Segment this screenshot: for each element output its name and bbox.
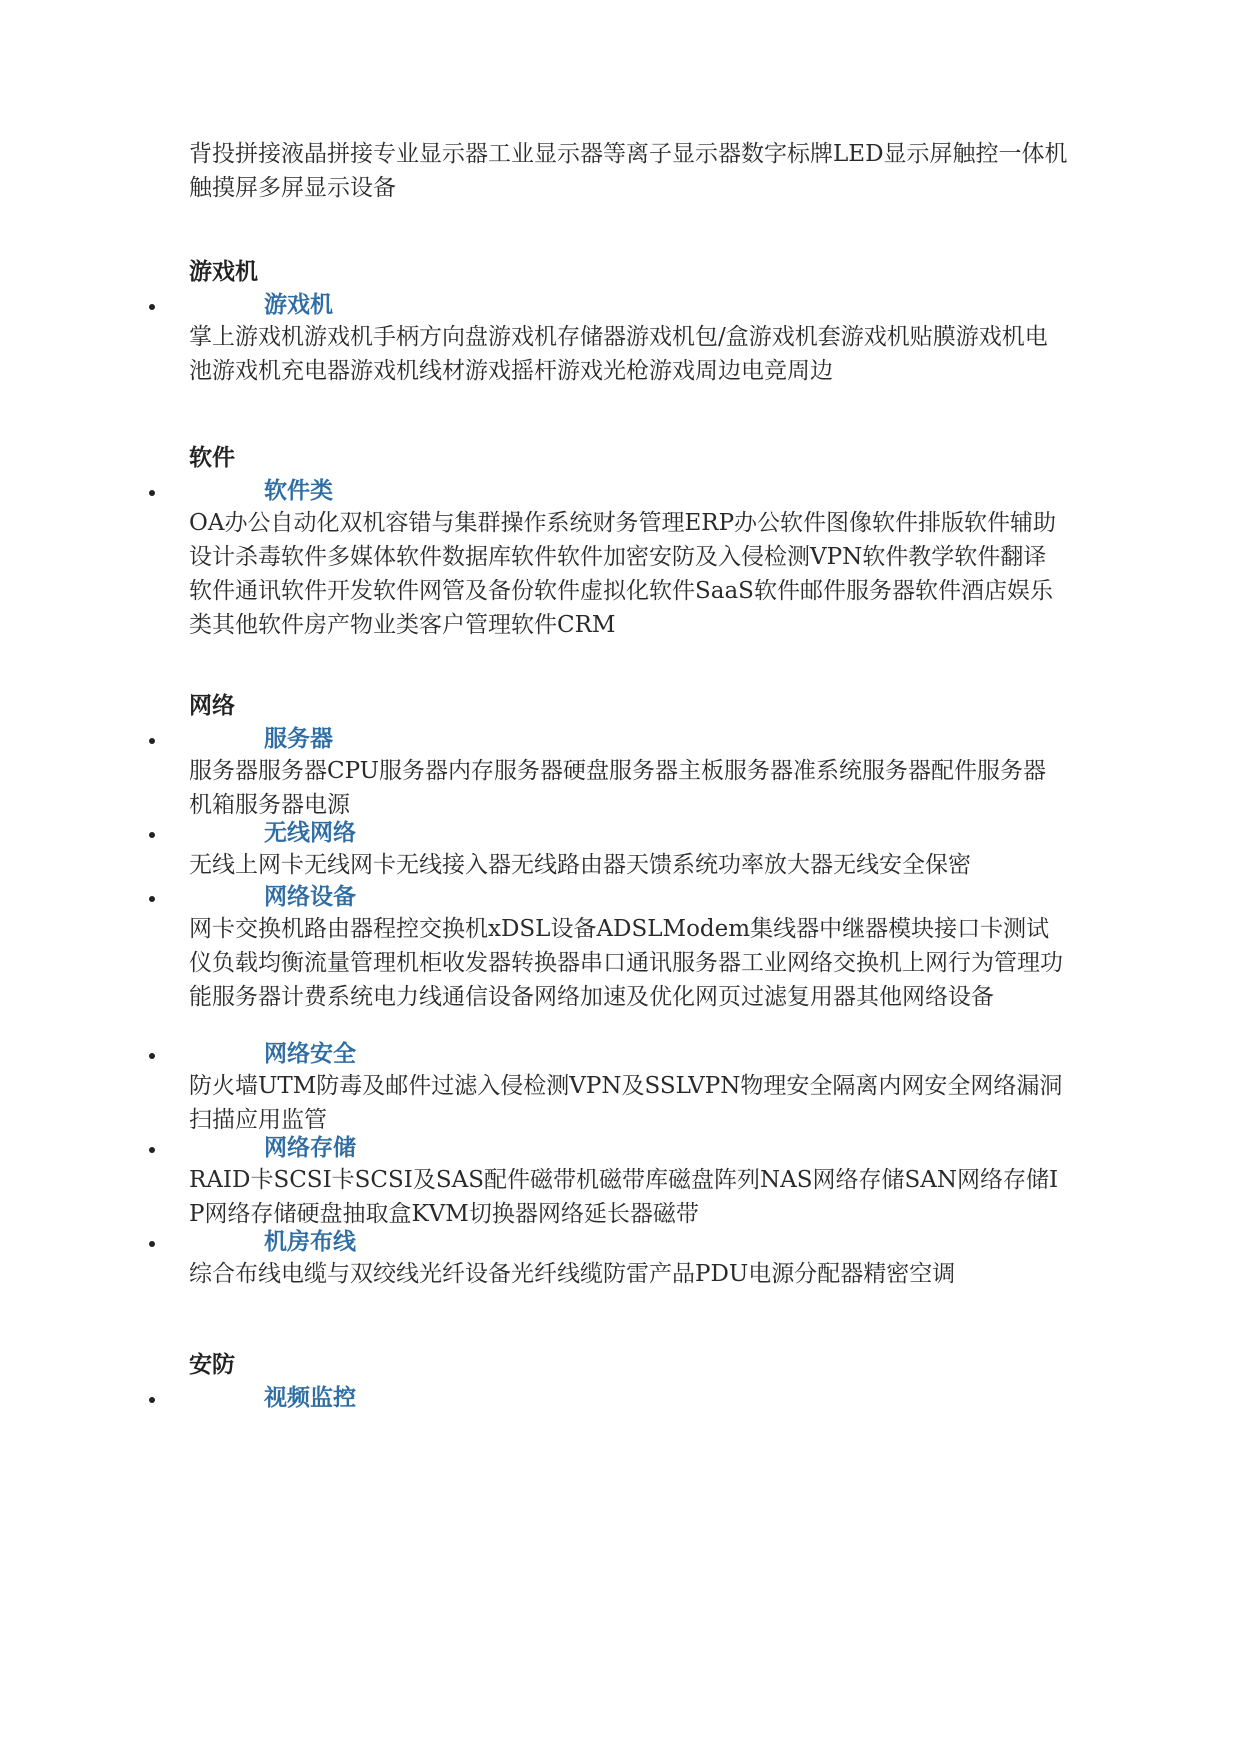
subheading-games[interactable]: 游戏机 [264, 291, 333, 318]
bullet-icon [149, 304, 159, 314]
subheading-network-security[interactable]: 网络安全 [264, 1040, 356, 1067]
network-devices-paragraph: 网卡交换机路由器程控交换机xDSL设备ADSLModem集线器中继器模块接口卡测试仪负载均衡流量管理机柜收发器转换器串口通讯服务器工业网络交换机上网行为管理功能服务器计费系统电力线通信设备网络加速及优化网页过滤复用器其他网络设备 [189, 916, 1063, 1010]
servers-paragraph: 服务器服务器CPU服务器内存服务器硬盘服务器主板服务器准系统服务器配件服务器机箱服务器电源 [189, 758, 1047, 818]
subheading-cabling[interactable]: 机房布线 [264, 1228, 356, 1255]
wireless-paragraph: 无线上网卡无线网卡无线接入器无线路由器天馈系统功率放大器无线安全保密 [189, 852, 971, 878]
subheading-software[interactable]: 软件类 [264, 477, 333, 504]
subheading-network-storage[interactable]: 网络存储 [264, 1134, 356, 1161]
subheading-servers[interactable]: 服务器 [264, 725, 333, 752]
bullet-icon [149, 1397, 159, 1407]
cabling-paragraph: 综合布线电缆与双绞线光纤设备光纤线缆防雷产品PDU电源分配器精密空调 [189, 1261, 956, 1287]
intro-paragraph: 背投拼接液晶拼接专业显示器工业显示器等离子显示器数字标牌LED显示屏触控一体机触摸屏多屏显示设备 [189, 141, 1068, 201]
bullet-icon [149, 896, 159, 906]
section-title-network: 网络 [189, 692, 235, 719]
section-title-games: 游戏机 [189, 258, 258, 285]
bullet-icon [149, 490, 159, 500]
subheading-wireless[interactable]: 无线网络 [264, 819, 356, 846]
network-security-paragraph: 防火墙UTM防毒及邮件过滤入侵检测VPN及SSLVPN物理安全隔离内网安全网络漏洞扫描应用监管 [189, 1073, 1063, 1133]
network-storage-paragraph: RAID卡SCSI卡SCSI及SAS配件磁带机磁带库磁盘阵列NAS网络存储SAN网络存储IP网络存储硬盘抽取盒KVM切换器网络延长器磁带 [189, 1167, 1059, 1227]
section-title-software: 软件 [189, 444, 235, 471]
bullet-icon [149, 1147, 159, 1157]
bullet-icon [149, 738, 159, 748]
subheading-network-devices[interactable]: 网络设备 [264, 883, 356, 910]
bullet-icon [149, 1241, 159, 1251]
games-paragraph: 掌上游戏机游戏机手柄方向盘游戏机存储器游戏机包/盒游戏机套游戏机贴膜游戏机电池游戏机充电器游戏机线材游戏摇杆游戏光枪游戏周边电竞周边 [189, 324, 1048, 384]
software-paragraph: OA办公自动化双机容错与集群操作系统财务管理ERP办公软件图像软件排版软件辅助设计杀毒软件多媒体软件数据库软件软件加密安防及入侵检测VPN软件教学软件翻译软件通讯软件开发软件网管及备份软件虚拟化软件SaaS软件邮件服务器软件酒店娱乐类其他软件房产物业类客户管理软件CRM [189, 510, 1057, 638]
section-title-security: 安防 [189, 1351, 235, 1378]
subheading-video-surveillance[interactable]: 视频监控 [264, 1384, 356, 1411]
bullet-icon [149, 832, 159, 842]
bullet-icon [149, 1053, 159, 1063]
